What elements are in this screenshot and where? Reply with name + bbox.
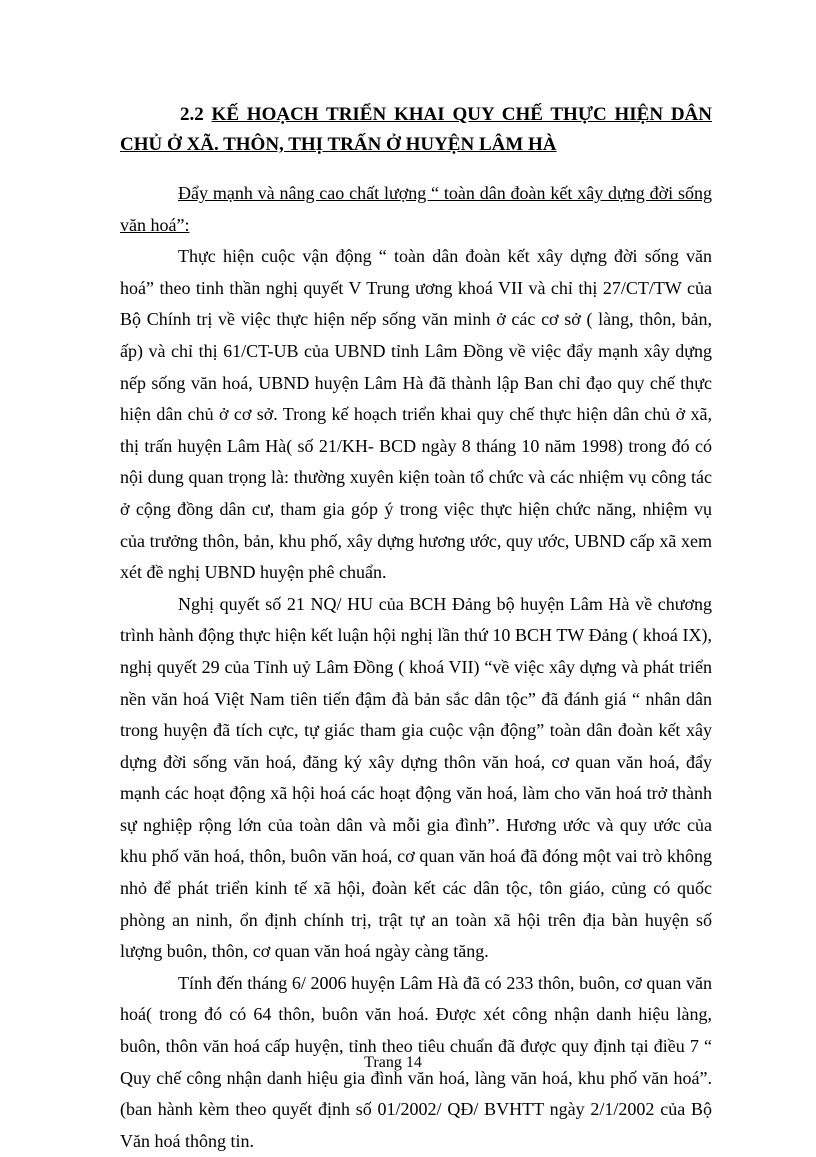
subheading: Đẩy mạnh và nâng cao chất lượng “ toàn dân đoàn kết xây dựng đời sống văn hoá”:	[120, 183, 712, 235]
section-heading	[120, 100, 712, 160]
paragraph-2: Nghị quyết số 21 NQ/ HU của BCH Đảng bộ huyện Lâm Hà về chương trình hành động thực hiện kết luận hội nghị lần thứ 10 BCH TW Đảng ( khoá IX), nghị quyết 29 của Tỉnh uỷ Lâm Đồng ( khoá VII) “về việc xây dựng và phát triển nền văn hoá Việt Nam tiên tiến đậm đà bản sắc dân tộc” đã đánh giá “ nhân dân trong huyện đã tích cực, tự giác tham gia cuộc vận động” toàn dân đoàn kết xây dựng đời sống văn hoá, đăng ký xây dựng thôn văn hoá, cơ quan văn hoá, đẩy mạnh các hoạt động xã hội hoá các hoạt động văn hoá, làm cho văn hoá trở thành sự nghiệp rộng lớn của toàn dân và mỗi gia đình”. Hương ước và quy ước của khu phố văn hoá, thôn, buôn văn hoá, cơ quan văn hoá đã đóng một vai trò không nhỏ để phát triển kinh tế xã hội, đoàn kết các dân tộc, tôn giáo, củng có quốc phòng an ninh, ổn định chính trị, trật tự an toàn xã hội trên địa bàn huyện số lượng buôn, thôn, cơ quan văn hoá ngày càng tăng.	[120, 593, 712, 962]
body-text	[120, 178, 712, 1157]
page-number: Trang 14	[364, 1054, 422, 1071]
section-title: KẾ HOẠCH TRIỂN KHAI QUY CHẾ THỰC HIỆN DÂN CHỦ Ở XÃ. THÔN, THỊ TRẤN Ở HUYỆN LÂM HÀ	[120, 104, 712, 155]
paragraph-3: Tính đến tháng 6/ 2006 huyện Lâm Hà đã có 233 thôn, buôn, cơ quan văn hoá( trong đó có 64 thôn, buôn văn hoá. Được xét công nhận danh hiệu làng, buôn, thôn văn hoá cấp huyện, tỉnh theo tiêu chuẩn đã được quy định tại điều 7 “ Quy chế công nhận danh hiệu gia đình văn hoá, làng văn hoá, khu phố văn hoá”. (ban hành kèm theo quyết định số 01/2002/ QĐ/ BVHTT ngày 2/1/2002 của Bộ Văn hoá thông tin.	[120, 972, 712, 1151]
section-number: 2.2	[180, 104, 212, 125]
paragraph-1: Thực hiện cuộc vận động “ toàn dân đoàn kết xây dựng đời sống văn hoá” theo tinh thần nghị quyết V Trung ương khoá VII và chỉ thị 27/CT/TW của Bộ Chính trị về việc thực hiện nếp sống văn minh ở các cơ sở ( làng, thôn, bản, ấp) và chỉ thị 61/CT-UB của UBND tỉnh Lâm Đồng về việc đẩy mạnh xây dựng nếp sống văn hoá, UBND huyện Lâm Hà đã thành lập Ban chỉ đạo quy chế thực hiện dân chủ ở cơ sở. Trong kế hoạch triển khai quy chế thực hiện dân chủ ở xã, thị trấn huyện Lâm Hà( số 21/KH- BCD ngày 8 tháng 10 năm 1998) trong đó có nội dung quan trọng là: thường xuyên kiện toàn tổ chức và các nhiệm vụ công tác ở cộng đồng dân cư, tham gia góp ý trong việc thực hiện chức năng, nhiệm vụ của trưởng thôn, bản, khu phố, xây dựng hương ước, quy ước, UBND cấp xã xem xét đề nghị UBND huyện phê chuẩn.	[120, 246, 712, 583]
